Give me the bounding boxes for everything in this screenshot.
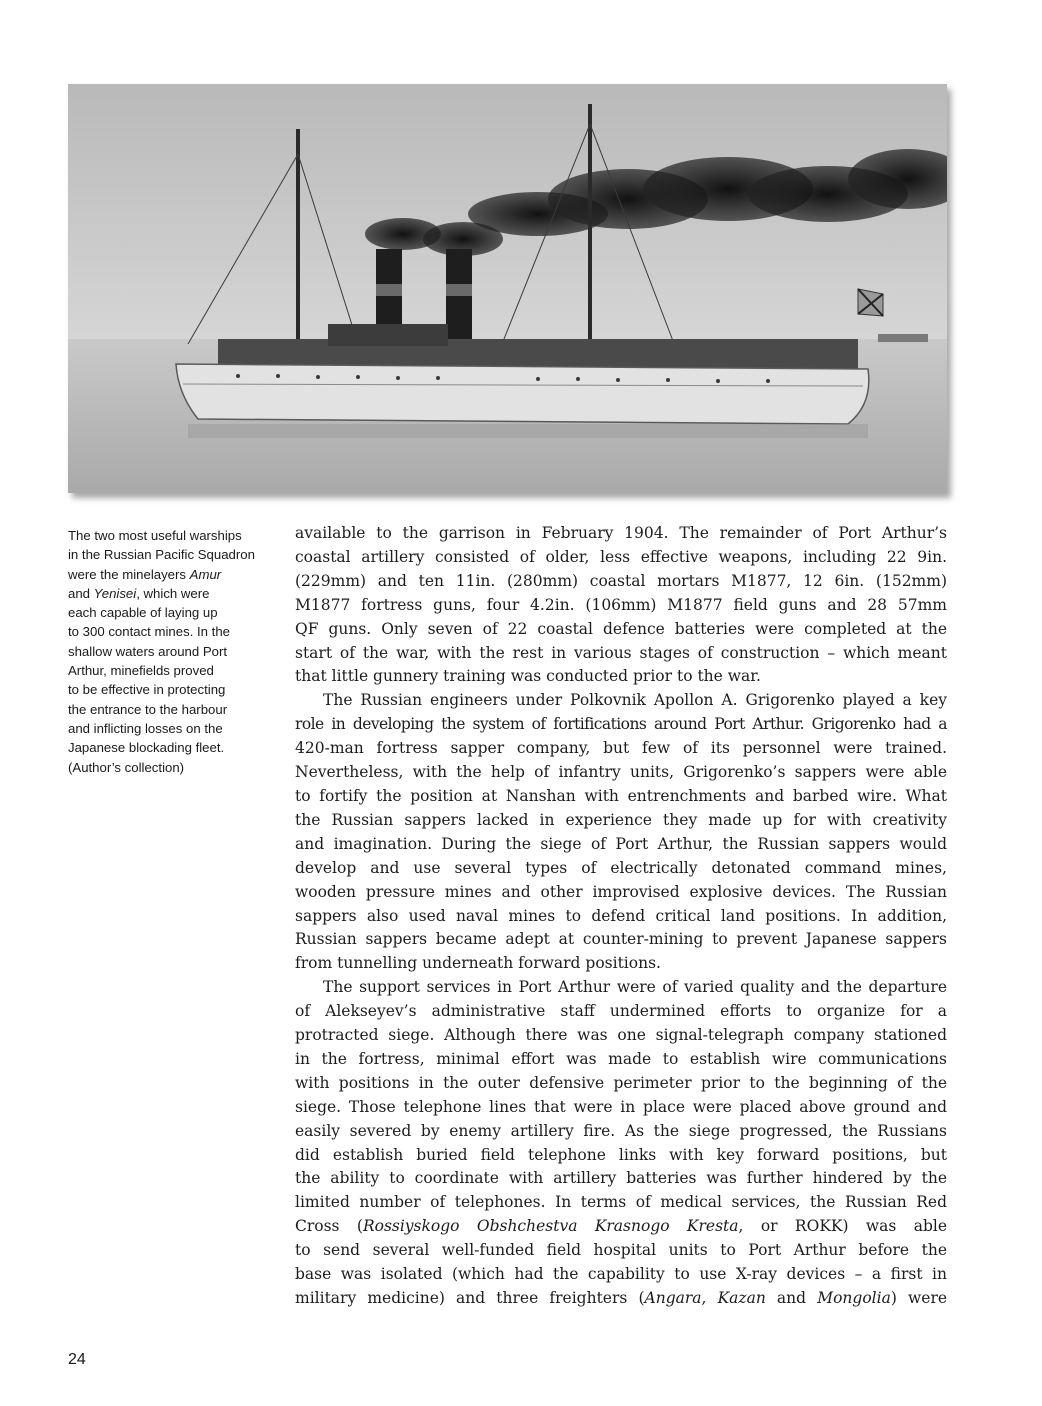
body-line: coastal artillery consisted of older, less effective weapons, including 22 9in. xyxy=(295,547,947,566)
body-line: in the fortress, minimal effort was made to establish wire communications xyxy=(295,1049,947,1068)
body-line: role in developing the system of fortifications around Port Arthur. Grigorenko had a xyxy=(295,715,947,734)
body-line: base was isolated (which had the capability to use X-ray devices – a first in xyxy=(295,1265,947,1284)
caption-line: The two most useful warships xyxy=(68,528,242,543)
body-line: with positions in the outer defensive perimeter prior to the beginning of the xyxy=(295,1073,947,1092)
caption-line: and Yenisei, which were xyxy=(68,585,210,601)
body-line: the ability to coordinate with artillery batteries was further hindered by the xyxy=(295,1169,947,1188)
body-line: Cross (Rossiyskogo Obshchestva Krasnogo Kresta, or ROKK) was able xyxy=(295,1217,948,1236)
body-line: protracted siege. Although there was one signal-telegraph company stationed xyxy=(295,1026,947,1045)
caption-line: Arthur, minefields proved xyxy=(68,663,214,679)
body-line: from tunnelling underneath forward positions. xyxy=(295,954,661,973)
body-line: The Russian engineers under Polkovnik Apollon A. Grigorenko played a key xyxy=(323,691,947,710)
caption-line: to be effective in protecting xyxy=(68,682,226,698)
body-line: wooden pressure mines and other improvised explosive devices. The Russian xyxy=(295,882,947,901)
body-line: and imagination. During the siege of Port Arthur, the Russian sappers would xyxy=(295,834,947,853)
body-line: 420-man fortress sapper company, but few of its personnel were trained. xyxy=(295,739,947,758)
caption-line: to 300 contact mines. In the xyxy=(68,624,231,640)
body-line: military medicine) and three freighters (Angara, Kazan and Mongolia) were xyxy=(295,1289,948,1307)
caption-line: the entrance to the harbour xyxy=(68,701,228,717)
photo-caption xyxy=(68,526,268,777)
caption-line: each capable of laying up xyxy=(68,605,218,621)
body-line: of Alekseyev’s administrative staff undermined efforts to organize for a xyxy=(295,1002,947,1021)
body-line: did establish buried field telephone links with key forward positions, but xyxy=(295,1145,947,1164)
body-line: to fortify the position at Nanshan with entrenchments and barbed wire. What xyxy=(295,786,947,805)
body-line: easily severed by enemy artillery fire. As the siege progressed, the Russians xyxy=(295,1121,947,1140)
body-line: M1877 fortress guns, four 4.2in. (106mm) M1877 field guns and 28 57mm xyxy=(295,595,947,614)
body-line: (229mm) and ten 11in. (280mm) coastal mortars M1877, 12 6in. (152mm) xyxy=(295,571,947,590)
body-line: limited number of telephones. In terms of medical services, the Russian Red xyxy=(295,1193,947,1212)
caption-line: and inflicting losses on the xyxy=(68,720,223,736)
body-line: start of the war, with the rest in various stages of construction – which meant xyxy=(295,643,947,662)
body-line: the Russian sappers lacked in experience they made up for with creativity xyxy=(295,810,947,829)
body-line: siege. Those telephone lines that were in place were placed above ground and xyxy=(295,1097,947,1116)
minelayer-image xyxy=(68,84,947,493)
body-line: QF guns. Only seven of 22 coastal defence batteries were completed at the xyxy=(295,619,947,638)
caption-line: Japanese blockading fleet. xyxy=(68,740,225,756)
caption-line: (Author’s collection) xyxy=(68,759,185,775)
ship-photo xyxy=(68,84,947,493)
body-line: The support services in Port Arthur were of varied quality and the departure xyxy=(323,978,947,997)
page-number: 24 xyxy=(68,1351,86,1368)
body-line: to send several well-funded field hospital units to Port Arthur before the xyxy=(295,1241,947,1260)
body-line: Nevertheless, with the help of infantry units, Grigorenko’s sappers were able xyxy=(295,763,947,782)
body-line: available to the garrison in February 1904. The remainder of Port Arthur’s xyxy=(295,524,947,542)
body-line: sappers also used naval mines to defend critical land positions. In addition, xyxy=(295,906,947,925)
caption-line: shallow waters around Port xyxy=(68,643,228,659)
caption-line: in the Russian Pacific Squadron xyxy=(68,547,255,563)
caption-line: were the minelayers Amur xyxy=(68,566,222,582)
body-line: develop and use several types of electrically detonated command mines, xyxy=(295,858,947,877)
body-text xyxy=(295,522,947,1311)
body-line: Russian sappers became adept at counter-mining to prevent Japanese sappers xyxy=(295,930,947,949)
body-line: that little gunnery training was conducted prior to the war. xyxy=(295,667,761,686)
